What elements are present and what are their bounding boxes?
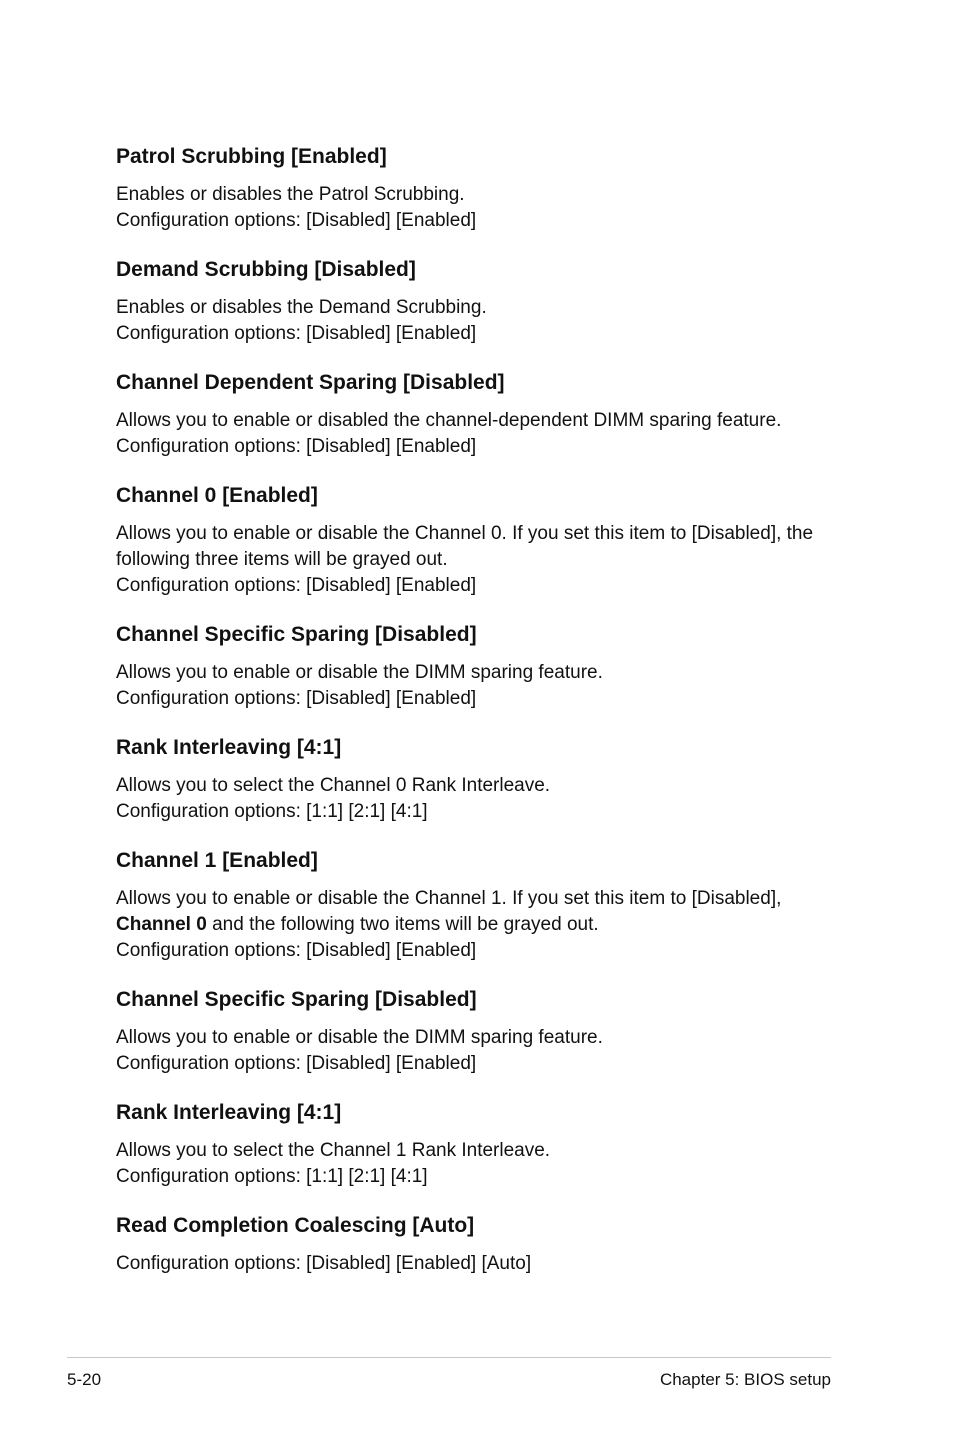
footer-divider (67, 1357, 831, 1358)
section-description: Allows you to select the Channel 1 Rank Interleave. (116, 1140, 551, 1161)
section-heading: Channel Dependent Sparing [Disabled] (116, 371, 505, 394)
section-options: Configuration options: [Disabled] [Enabled] (116, 436, 477, 457)
page-number: 5-20 (67, 1370, 102, 1389)
section-heading: Channel 0 [Enabled] (116, 484, 318, 507)
section-description: Allows you to enable or disable the DIMM sparing feature. (116, 1027, 603, 1048)
section-heading: Channel Specific Sparing [Disabled] (116, 623, 477, 646)
section-options: Configuration options: [Disabled] [Enabled] (116, 323, 477, 344)
section-options: Configuration options: [1:1] [2:1] [4:1] (116, 1166, 428, 1187)
section-description: Allows you to enable or disable the Channel 1. If you set this item to [Disabled], (116, 888, 782, 909)
section-channel-0-rank-interleaving (116, 734, 836, 825)
section-description-cont (116, 912, 836, 938)
section-description: Allows you to select the Channel 0 Rank Interleave. (116, 775, 551, 796)
section-demand-scrubbing (116, 256, 836, 347)
section-description: Allows you to enable or disable the Channel 0. If you set this item to [Disabled], the (116, 523, 814, 544)
section-heading: Channel 1 [Enabled] (116, 849, 318, 872)
document-body (116, 143, 836, 1299)
section-description: Enables or disables the Demand Scrubbing. (116, 297, 487, 318)
section-channel-1-specific-sparing (116, 986, 836, 1077)
section-options: Configuration options: [Disabled] [Enabled] (116, 210, 477, 231)
section-channel-0 (116, 482, 836, 599)
section-options: Configuration options: [Disabled] [Enabled] (116, 1053, 477, 1074)
section-patrol-scrubbing (116, 143, 836, 234)
section-options: Configuration options: [1:1] [2:1] [4:1] (116, 801, 428, 822)
section-description-cont: following three items will be grayed out. (116, 549, 448, 570)
section-channel-1-rank-interleaving (116, 1099, 836, 1190)
section-read-completion-coalescing (116, 1212, 836, 1277)
channel-0-emphasis: Channel 0 (116, 914, 207, 935)
chapter-label: Chapter 5: BIOS setup (659, 1370, 831, 1389)
section-channel-1 (116, 847, 836, 964)
section-heading: Demand Scrubbing [Disabled] (116, 258, 416, 281)
section-options: Configuration options: [Disabled] [Enabled] (116, 940, 477, 961)
section-channel-dependent-sparing (116, 369, 836, 460)
section-heading: Channel Specific Sparing [Disabled] (116, 988, 477, 1011)
section-description: Allows you to enable or disabled the channel-dependent DIMM sparing feature. (116, 410, 782, 431)
section-options: Configuration options: [Disabled] [Enabled] (116, 575, 477, 596)
section-channel-0-specific-sparing (116, 621, 836, 712)
section-description: Allows you to enable or disable the DIMM sparing feature. (116, 662, 603, 683)
section-options: Configuration options: [Disabled] [Enabled] [Auto] (116, 1253, 532, 1274)
section-description-rest: and the following two items will be grayed out. (206, 914, 599, 935)
section-heading: Rank Interleaving [4:1] (116, 1101, 342, 1124)
section-heading: Patrol Scrubbing [Enabled] (116, 145, 387, 168)
section-heading: Read Completion Coalescing [Auto] (116, 1214, 475, 1237)
section-options: Configuration options: [Disabled] [Enabled] (116, 688, 477, 709)
section-heading: Rank Interleaving [4:1] (116, 736, 342, 759)
section-description: Enables or disables the Patrol Scrubbing. (116, 184, 465, 205)
